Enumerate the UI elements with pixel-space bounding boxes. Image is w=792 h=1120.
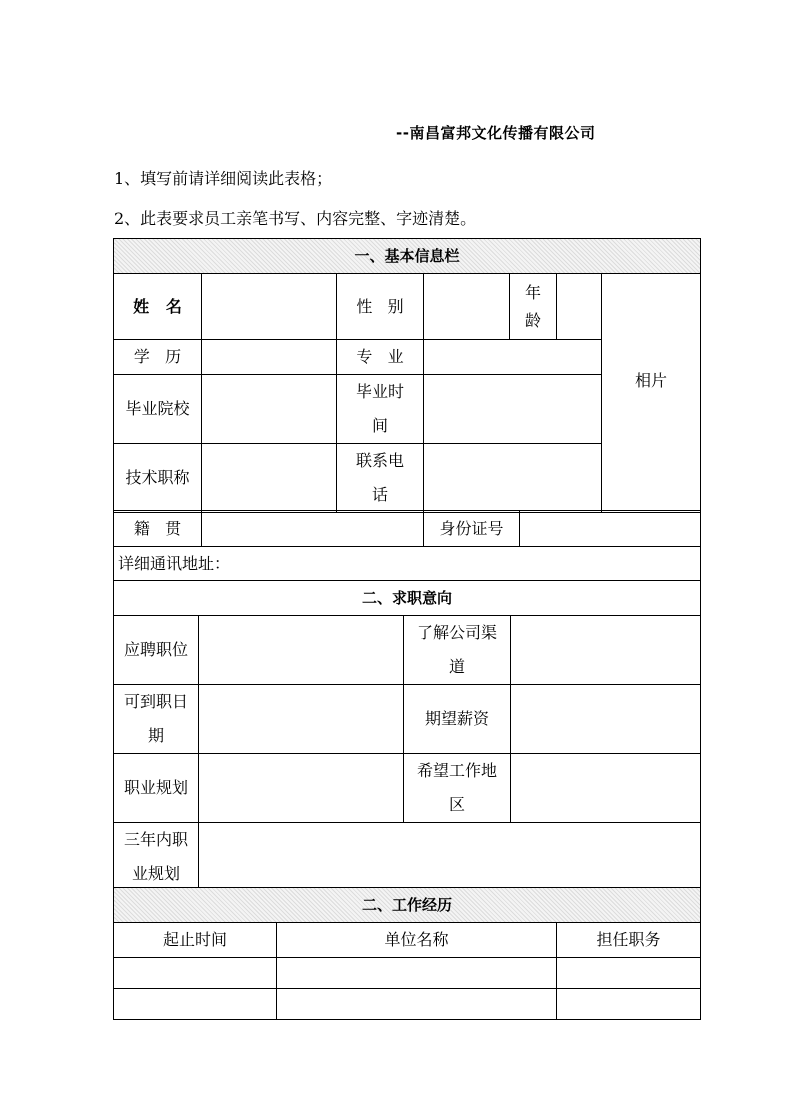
label-phone-line2: 话 xyxy=(371,485,388,504)
label-position: 应聘职位 xyxy=(114,616,199,685)
field-school[interactable] xyxy=(202,375,337,444)
field-role-2[interactable] xyxy=(557,989,701,1020)
label-channel xyxy=(404,616,511,685)
col-unit-header: 单位名称 xyxy=(277,923,557,958)
label-gender: 性 别 xyxy=(337,274,424,340)
label-start-date-line2: 期 xyxy=(147,726,164,745)
label-age-line2: 龄 xyxy=(524,310,541,330)
field-channel[interactable] xyxy=(511,616,701,685)
label-grad-time-line1: 毕业时 xyxy=(355,382,404,401)
section-job-intent-title: 二、求职意向 xyxy=(114,581,701,616)
field-region[interactable] xyxy=(511,754,701,823)
field-time-1[interactable] xyxy=(114,958,277,989)
instruction-2: 2、此表要求员工亲笔书写、内容完整、字迹清楚。 xyxy=(114,209,477,228)
label-grad-time-line2: 间 xyxy=(371,416,388,435)
label-school: 毕业院校 xyxy=(114,375,202,444)
field-unit-1[interactable] xyxy=(277,958,557,989)
field-role-1[interactable] xyxy=(557,958,701,989)
basic-info-table xyxy=(113,238,701,513)
field-education[interactable] xyxy=(202,340,337,375)
label-region-line1: 希望工作地 xyxy=(416,761,497,780)
label-start-date xyxy=(114,685,199,754)
label-name: 姓 名 xyxy=(114,274,202,340)
field-title-rank[interactable] xyxy=(202,444,337,513)
label-grad-time xyxy=(337,375,424,444)
label-education: 学 历 xyxy=(114,340,202,375)
field-salary[interactable] xyxy=(511,685,701,754)
field-gender[interactable] xyxy=(424,274,510,340)
section-work-history-title: 二、工作经历 xyxy=(114,888,701,923)
label-title-rank: 技术职称 xyxy=(114,444,202,513)
field-plan3[interactable] xyxy=(199,823,701,892)
field-age[interactable] xyxy=(557,274,602,340)
field-native[interactable] xyxy=(202,511,424,547)
field-start-date[interactable] xyxy=(199,685,404,754)
label-phone xyxy=(337,444,424,513)
label-region xyxy=(404,754,511,823)
label-career: 职业规划 xyxy=(114,754,199,823)
field-name[interactable] xyxy=(202,274,337,340)
work-history-table xyxy=(113,887,701,1020)
field-unit-2[interactable] xyxy=(277,989,557,1020)
field-position[interactable] xyxy=(199,616,404,685)
job-intent-table xyxy=(113,580,701,892)
label-plan3-line1: 三年内职 xyxy=(123,830,188,849)
col-time-header: 起止时间 xyxy=(114,923,277,958)
col-role-header: 担任职务 xyxy=(557,923,701,958)
label-id-number: 身份证号 xyxy=(424,511,520,547)
field-grad-time[interactable] xyxy=(424,375,602,444)
label-address: 详细通讯地址： xyxy=(114,547,701,582)
label-region-line2: 区 xyxy=(448,795,465,814)
label-start-date-line1: 可到职日 xyxy=(123,692,188,711)
label-photo: 相片 xyxy=(635,371,668,390)
company-name: --南昌富邦文化传播有限公司 xyxy=(396,124,596,142)
instruction-1: 1、填写前请详细阅读此表格； xyxy=(114,169,333,188)
field-id-number[interactable] xyxy=(520,511,701,547)
label-native: 籍 贯 xyxy=(114,511,202,547)
label-age-line1: 年 xyxy=(524,282,541,302)
label-channel-line2: 道 xyxy=(448,657,465,676)
field-phone[interactable] xyxy=(424,444,602,513)
label-age xyxy=(510,274,557,340)
label-major: 专 业 xyxy=(337,340,424,375)
field-time-2[interactable] xyxy=(114,989,277,1020)
field-major[interactable] xyxy=(424,340,602,375)
photo-box[interactable] xyxy=(602,274,701,513)
label-salary: 期望薪资 xyxy=(404,685,511,754)
label-plan3 xyxy=(114,823,199,892)
field-career[interactable] xyxy=(199,754,404,823)
label-phone-line1: 联系电 xyxy=(355,451,404,470)
label-plan3-line2: 业规划 xyxy=(131,864,180,883)
basic-info-table-2 xyxy=(113,510,701,582)
label-channel-line1: 了解公司渠 xyxy=(416,623,497,642)
section-basic-info-title: 一、基本信息栏 xyxy=(114,239,701,274)
